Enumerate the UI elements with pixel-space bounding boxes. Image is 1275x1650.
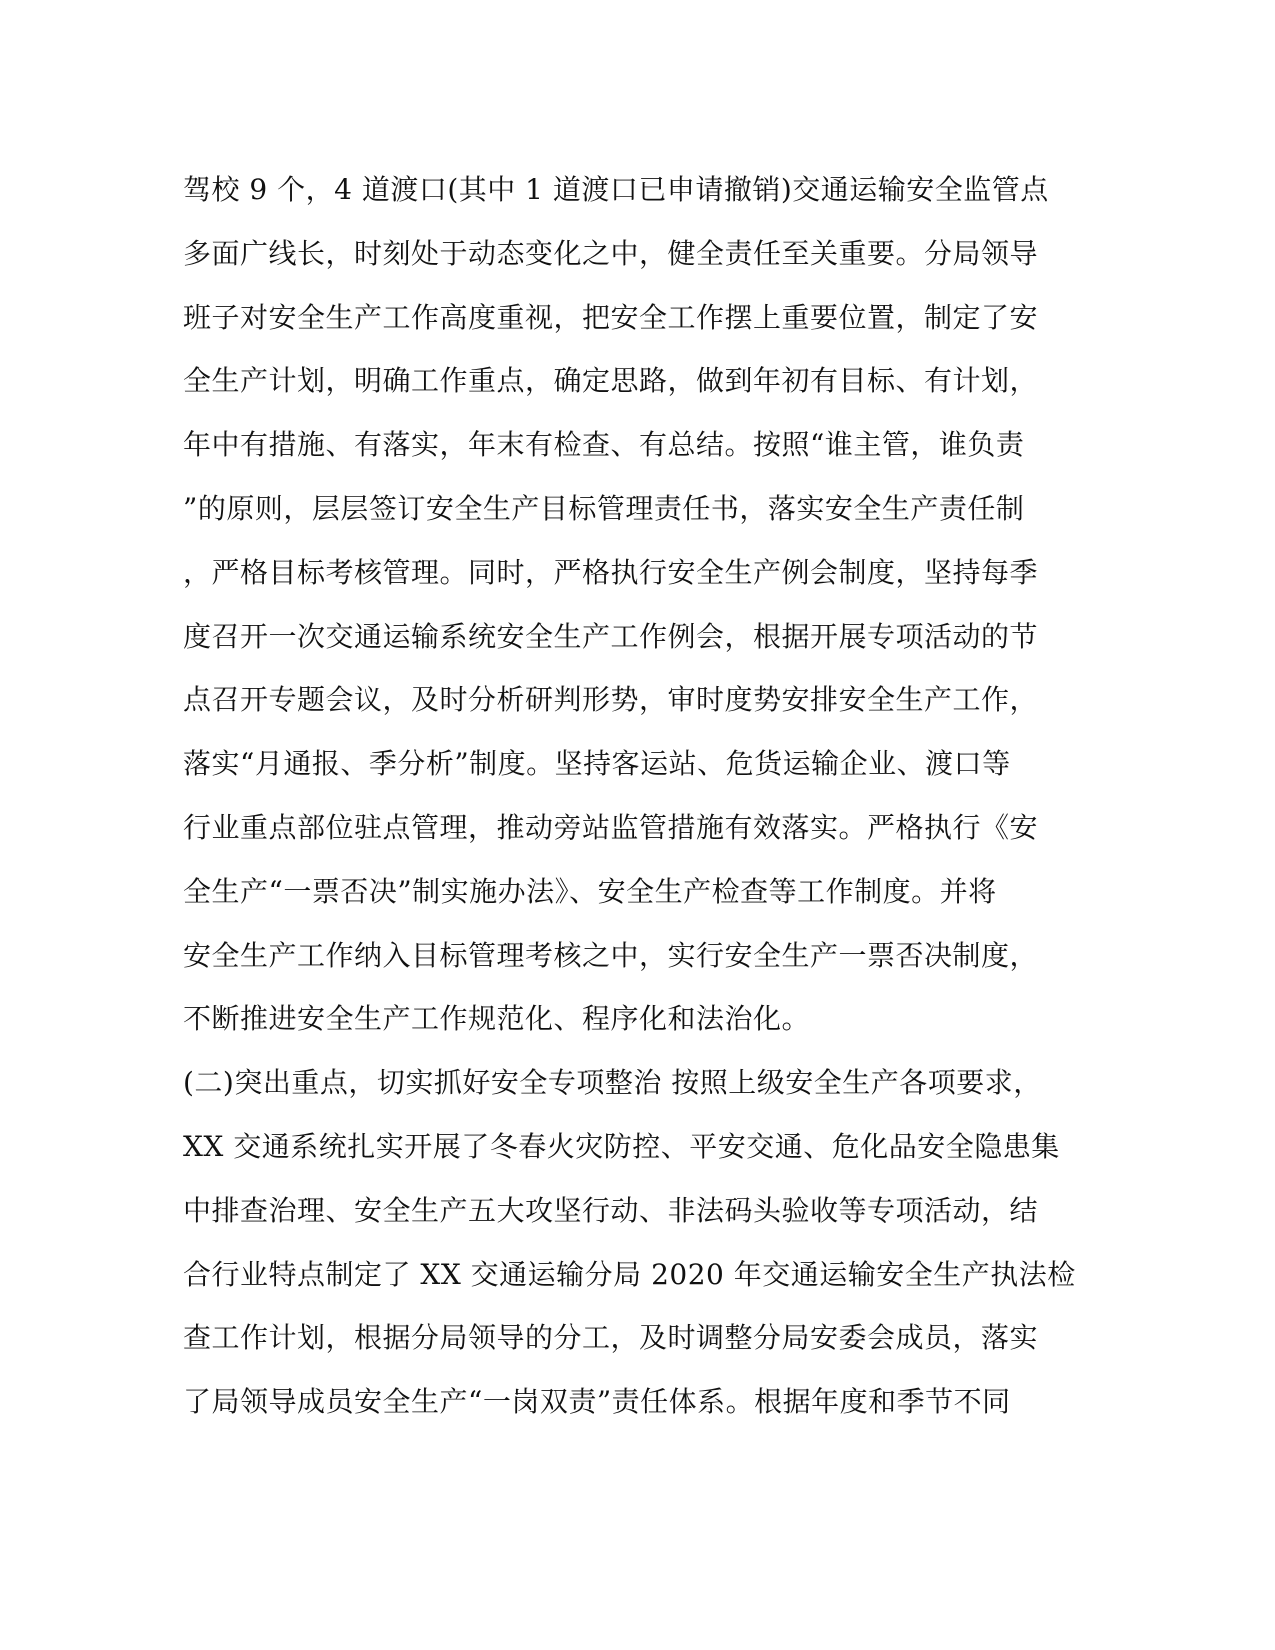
text-line: 年中有措施、有落实，年末有检查、有总结。按照“谁主管，谁负责	[183, 428, 1025, 462]
text-line: 全生产计划，明确工作重点，确定思路，做到年初有目标、有计划，	[183, 364, 1039, 398]
text-line: 了局领导成员安全生产“一岗双责”责任体系。根据年度和季节不同	[183, 1385, 1011, 1419]
text-line: 全生产“一票否决”制实施办法》、安全生产检查等工作制度。并将	[183, 874, 997, 908]
text-line: 不断推进安全生产工作规范化、程序化和法治化。	[183, 1002, 811, 1036]
text-line: 落实“月通报、季分析”制度。坚持客运站、危货运输企业、渡口等	[183, 747, 1011, 781]
text-line: 点召开专题会议，及时分析研判形势，审时度势安排安全生产工作，	[183, 683, 1039, 717]
body-text	[183, 158, 1076, 1434]
text-line: ，严格目标考核管理。同时，严格执行安全生产例会制度，坚持每季	[183, 555, 1039, 589]
text-line: 合行业特点制定了 XX 交通运输分局 2020 年交通运输安全生产执法检	[183, 1257, 1076, 1291]
text-line: XX 交通系统扎实开展了冬春火灾防控、平安交通、危化品安全隐患集	[183, 1129, 1060, 1163]
section-heading-line: (二)突出重点，切实抓好安全专项整治 按照上级安全生产各项要求，	[183, 1066, 1042, 1100]
text-line: 驾校 9 个，4 道渡口(其中 1 道渡口已申请撤销)交通运输安全监管点	[183, 173, 1049, 206]
text-line: 班子对安全生产工作高度重视，把安全工作摆上重要位置，制定了安	[183, 300, 1039, 334]
text-line: ”的原则，层层签订安全生产目标管理责任书，落实安全生产责任制	[183, 491, 1025, 525]
text-line: 中排查治理、安全生产五大攻坚行动、非法码头验收等专项活动，结	[183, 1193, 1039, 1227]
text-line: 查工作计划，根据分局领导的分工，及时调整分局安委会成员，落实	[183, 1321, 1039, 1355]
text-line: 安全生产工作纳入目标管理考核之中，实行安全生产一票否决制度，	[183, 938, 1039, 972]
text-line: 多面广线长，时刻处于动态变化之中，健全责任至关重要。分局领导	[183, 236, 1039, 270]
text-line: 行业重点部位驻点管理，推动旁站监管措施有效落实。严格执行《安	[183, 810, 1039, 844]
text-line: 度召开一次交通运输系统安全生产工作例会，根据开展专项活动的节	[183, 619, 1039, 653]
